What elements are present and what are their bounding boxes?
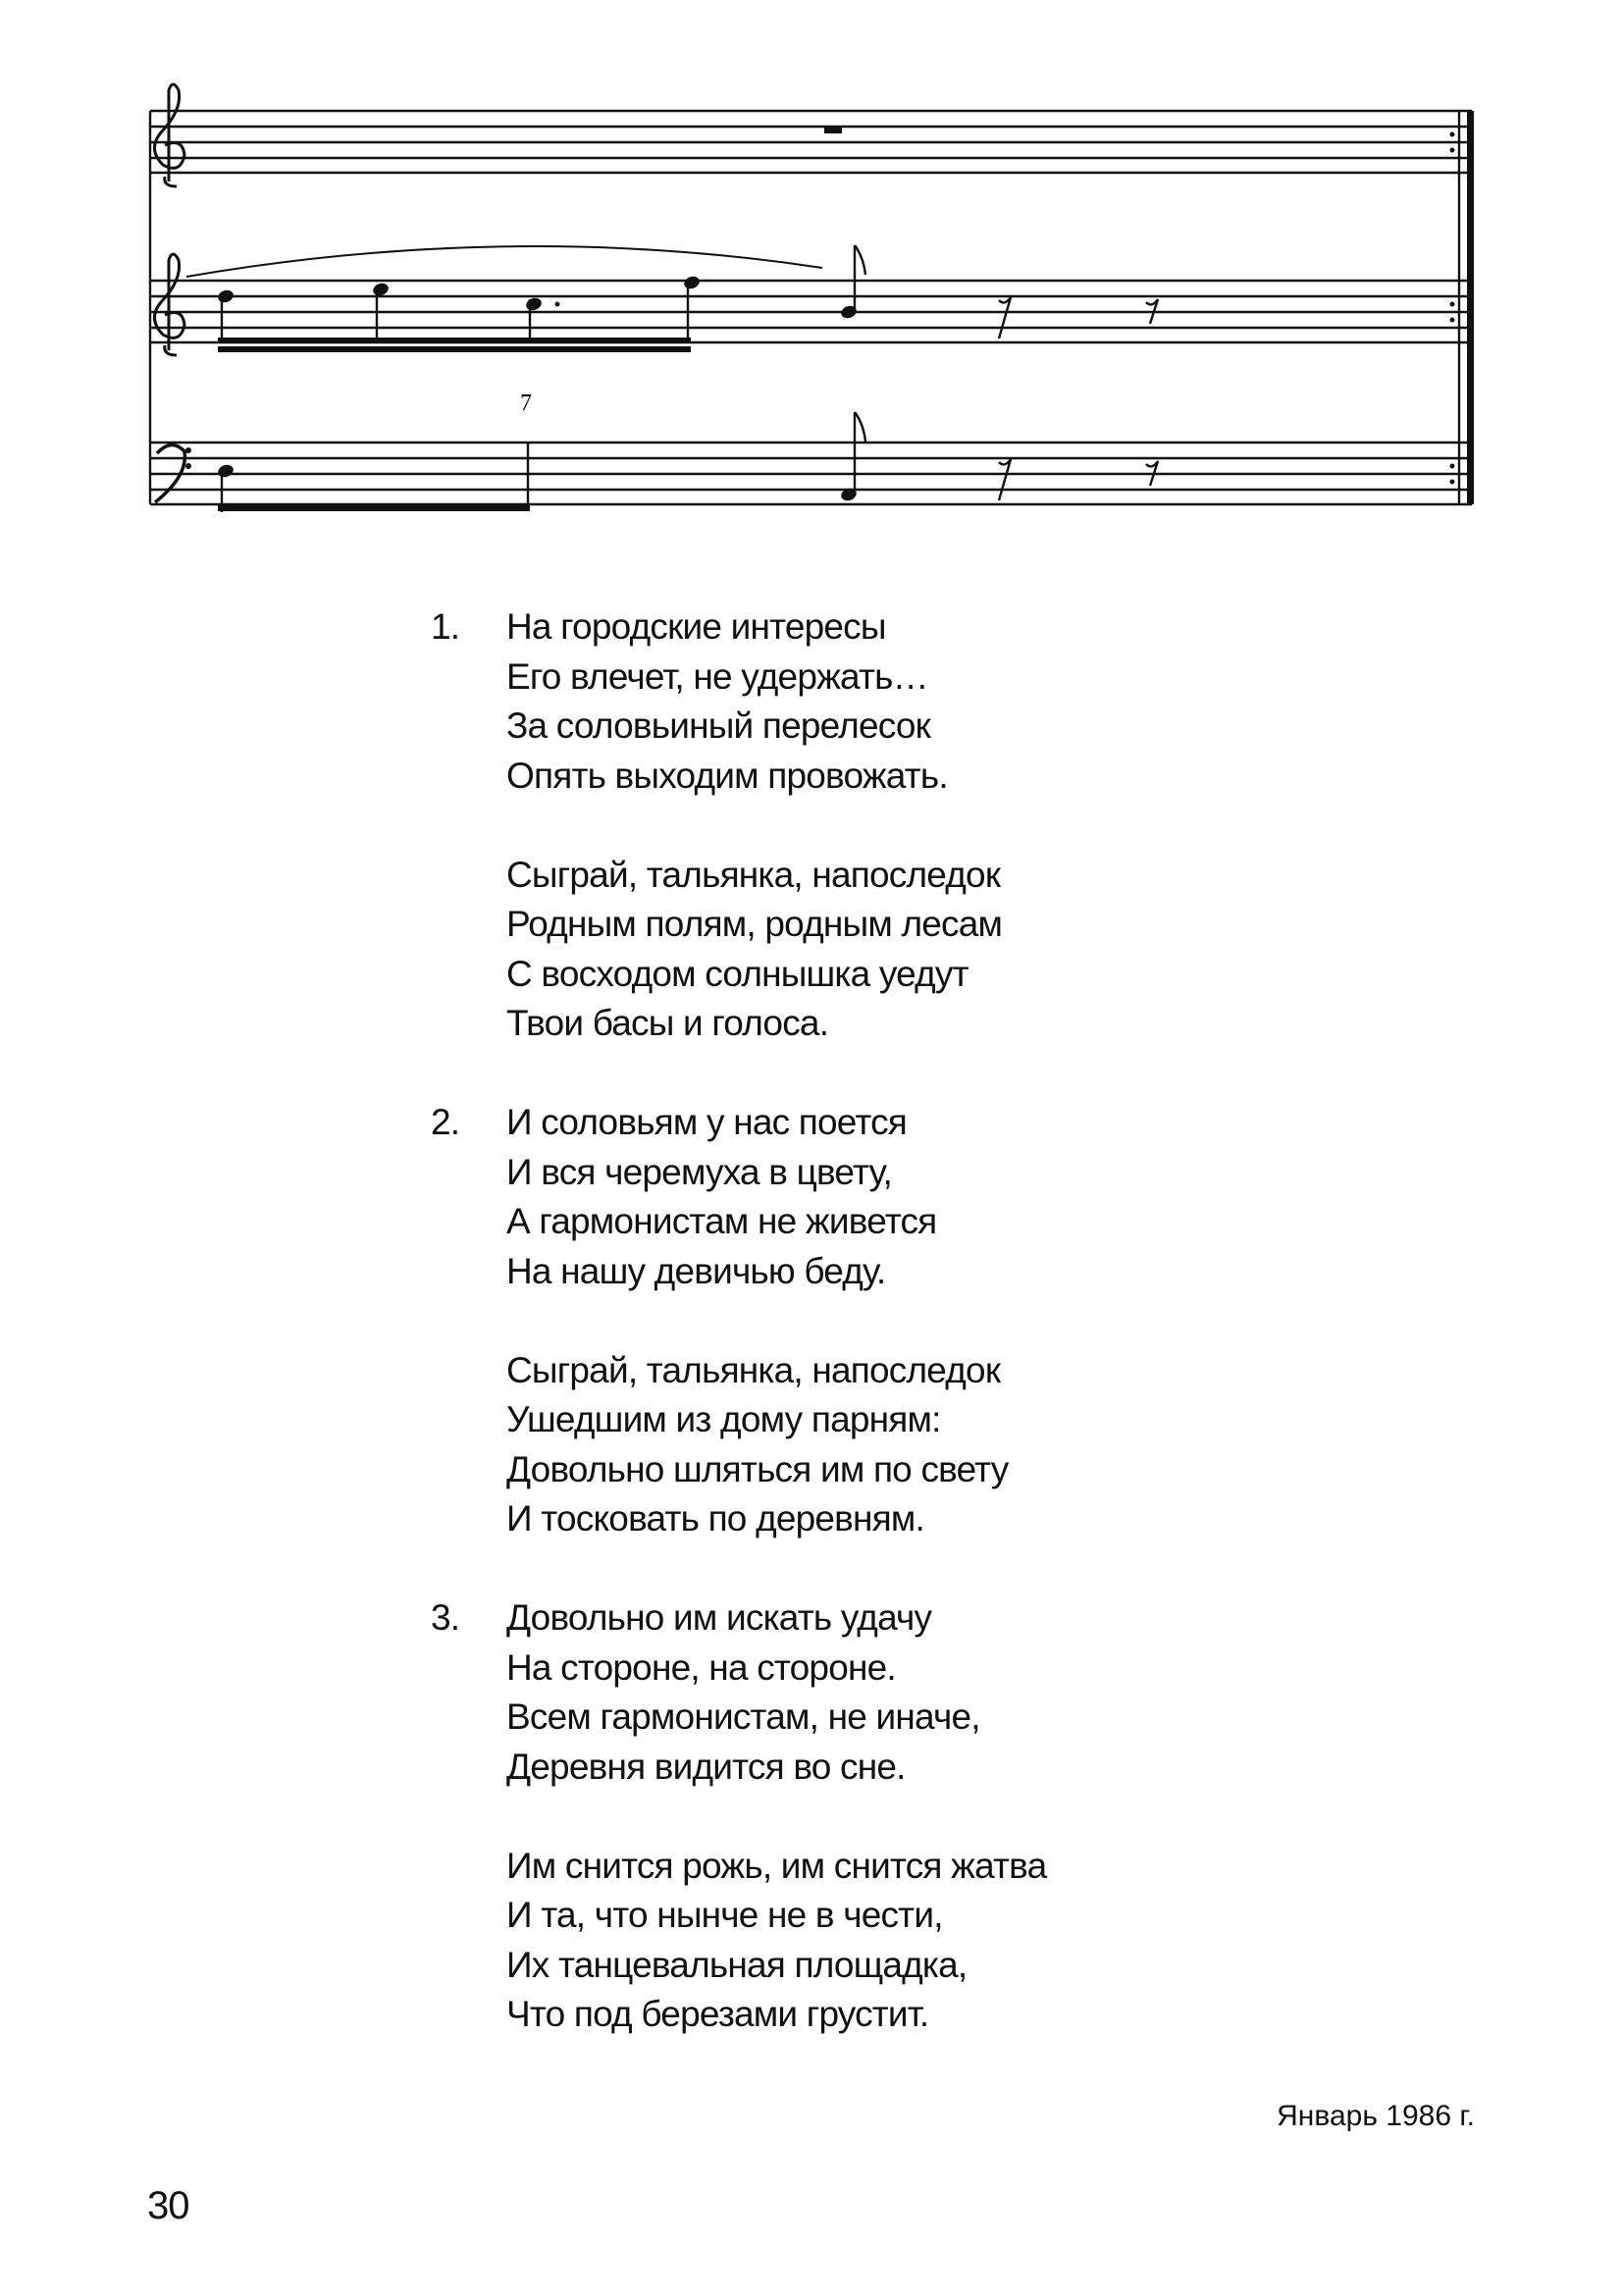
verse-number [431,1148,506,1198]
lyric-text: И вся черемуха в цвету, [506,1151,892,1192]
lyric-text: С восходом солнышка уедут [506,953,968,994]
lyric-line [431,752,1046,802]
lyric-text: Довольно им искать удачу [506,1597,932,1638]
lyric-line [431,1941,1046,1991]
lyric-line [431,652,1046,703]
verse-number [431,999,506,1049]
blank-line [431,1792,1046,1842]
lyric-line [431,999,1046,1049]
lyric-text: На городские интересы [506,606,886,647]
lyric-text: Ушедшим из дому парням: [506,1399,941,1439]
lyric-text: На стороне, на стороне. [506,1646,896,1688]
music-score [0,0,1622,549]
verse-number [431,752,506,802]
lyric-line [431,900,1046,950]
lyric-line [431,1842,1046,1892]
lyric-line [431,1148,1046,1198]
note [682,275,701,291]
lyric-text: Их танцевальная площадка, [506,1944,968,1985]
staff-top [150,111,1472,173]
verse-number [431,1395,506,1445]
flag [855,412,865,442]
lyric-line [431,1098,1046,1148]
verse-number [431,1644,506,1694]
verse-number [431,1941,506,1991]
lyric-text: На нашу девичью беду. [506,1250,886,1291]
lyric-line [431,1247,1046,1297]
lyric-text: Им снится рожь, им снится жатва [506,1845,1047,1886]
treble-clef-icon [154,254,184,355]
treble-clef-icon [154,84,184,186]
blank-line [431,1544,1046,1594]
note [524,296,543,313]
lyric-line [431,1395,1046,1445]
lyric-line [431,950,1046,1000]
whole-rest [824,127,842,133]
lyric-line [431,1593,1046,1644]
beam [218,505,530,511]
lyric-line [431,1445,1046,1495]
lyric-line [431,1197,1046,1247]
lyric-text: Довольно шляться им по свету [506,1448,1009,1489]
lyric-text: И соловьям у нас поется [506,1102,908,1142]
verse-number [431,1743,506,1793]
verse-number [431,702,506,752]
verse-number [431,1494,506,1544]
slur [186,246,822,277]
verse-number [431,1445,506,1495]
verse-number [431,1247,506,1297]
lyric-text: За соловьиный перелесок [506,705,931,746]
sixteenth-rest [999,459,1011,500]
lyric-line [431,1644,1046,1694]
lyric-line [431,602,1046,652]
lyric-text: Его влечет, не удержать… [506,655,928,697]
verse-number [431,1891,506,1941]
verse-number [431,851,506,901]
final-barline-thick [1467,111,1474,504]
lyric-text: Сыграй, тальянка, напоследок [506,854,1001,895]
lyric-text: Опять выходим провожать. [506,755,948,796]
lyric-text: Твои басы и голоса. [506,1003,829,1043]
verse-number [431,1197,506,1247]
lyric-text: Деревня видится во сне. [506,1746,906,1787]
lyric-line [431,1891,1046,1941]
lyric-text: Всем гармонистам, не иначе, [506,1696,980,1737]
verse-number [431,900,506,950]
staff-middle [150,281,1472,342]
verse-number [431,1990,506,2040]
lyric-text: И тосковать по деревням. [506,1498,925,1539]
lyric-line [431,1693,1046,1743]
lyric-text: Родным полям, родным лесам [506,904,1003,944]
lyric-text: И та, что нынче не в чести, [506,1895,943,1935]
beam [218,346,691,352]
blank-line [431,801,1046,851]
lyric-text: А гармонистам не живется [506,1201,937,1241]
lyric-line [431,1494,1046,1544]
blank-line [431,1049,1046,1099]
note [216,288,235,305]
lyric-line [431,1346,1046,1396]
date: Январь 1986 г. [1277,2100,1475,2132]
lyric-text: Что под березами грустит. [506,1994,929,2034]
lyric-line [431,1990,1046,2040]
staff-bass [150,443,1472,504]
lyric-text: Сыграй, тальянка, напоследок [506,1349,1001,1390]
verse-number [431,1842,506,1892]
lyric-line [431,702,1046,752]
flag [855,245,865,275]
verse-number [431,652,506,703]
verse-number: 2. [431,1102,460,1142]
sixteenth-rest [999,297,1011,339]
verse-number [431,1693,506,1743]
blank-line [431,1296,1046,1346]
lyrics [431,602,1046,2040]
measure-number: 7 [520,391,532,416]
page-number: 30 [147,2184,189,2227]
verse-number [431,950,506,1000]
verse-number [431,1346,506,1396]
beam [218,338,691,343]
verse-number: 1. [431,606,460,647]
lyric-line [431,1743,1046,1793]
verse-number: 3. [431,1597,460,1638]
lyric-line [431,851,1046,901]
note [216,463,235,480]
